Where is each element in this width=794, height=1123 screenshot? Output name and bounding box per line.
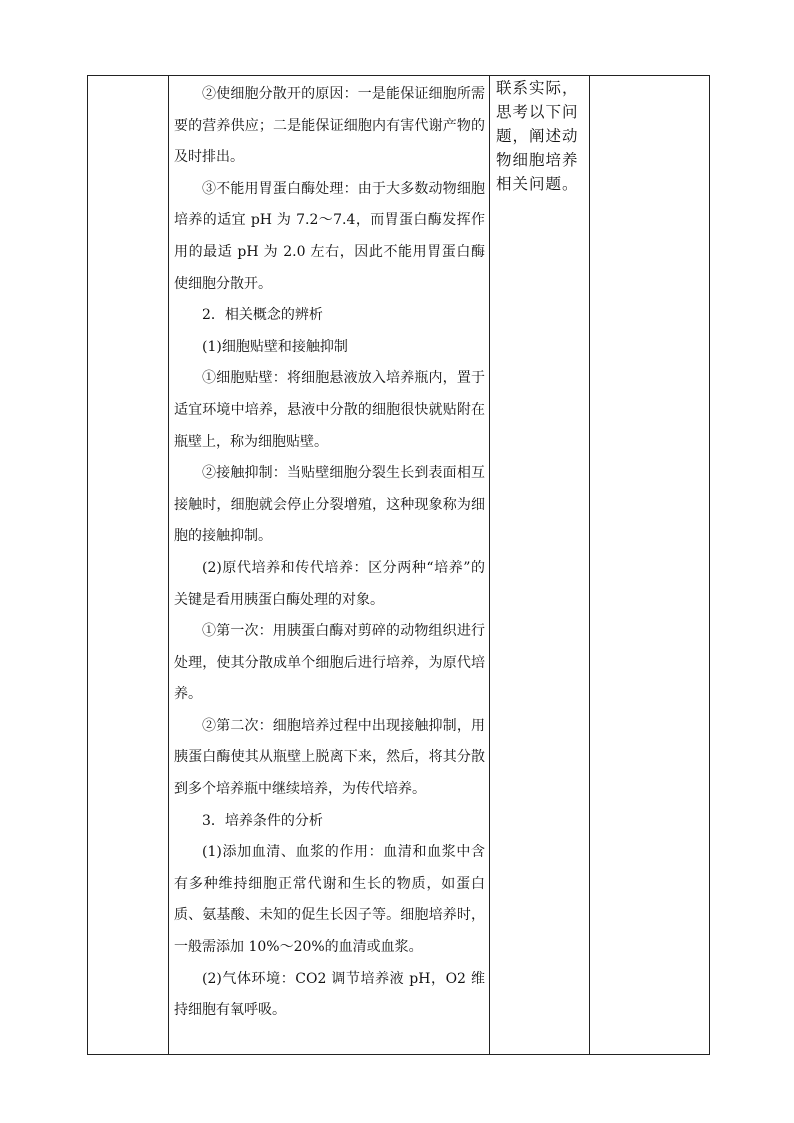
content-paragraph: ②接触抑制：当贴壁细胞分裂生长到表面相互接触时，细胞就会停止分裂增殖，这种现象称为细胞的接触抑制。 bbox=[174, 465, 485, 545]
teaching-content bbox=[169, 76, 489, 1027]
section-heading: 3．培养条件的分析 bbox=[202, 812, 323, 829]
blank-cell-right bbox=[590, 76, 710, 1055]
content-paragraph: ①细胞贴壁：将细胞悬液放入培养瓶内，置于适宜环境中培养，悬液中分散的细胞很快就贴附在瓶壁上，称为细胞贴壁。 bbox=[174, 370, 485, 450]
content-paragraph: (2)原代培养和传代培养：区分两种“培养”的关键是看用胰蛋白酶处理的对象。 bbox=[174, 559, 485, 608]
content-paragraph: (2)气体环境：CO2 调节培养液 pH，O2 维持细胞有氧呼吸。 bbox=[174, 970, 485, 1019]
subsection-heading: (1)细胞贴壁和接触抑制 bbox=[202, 338, 348, 355]
section-heading: 2．相关概念的辨析 bbox=[202, 307, 323, 324]
student-activity bbox=[490, 76, 589, 196]
blank-cell-left bbox=[88, 76, 169, 1055]
content-paragraph: ③不能用胃蛋白酶处理：由于大多数动物细胞培养的适宜 pH 为 7.2～7.4，而胃蛋白酶发挥作用的最适 pH 为 2.0 左右，因此不能用胃蛋白酶使细胞分散开。 bbox=[174, 180, 485, 292]
content-paragraph: ②第二次：细胞培养过程中出现接触抑制，用胰蛋白酶使其从瓶壁上脱离下来，然后，将其分散到多个培养瓶中继续培养，为传代培养。 bbox=[174, 717, 485, 798]
content-paragraph: ①第一次：用胰蛋白酶对剪碎的动物组织进行处理，使其分散成单个细胞后进行培养，为原代培养。 bbox=[174, 623, 485, 703]
table-row bbox=[88, 76, 710, 1055]
teaching-content-cell bbox=[169, 76, 490, 1055]
content-paragraph: ②使细胞分散开的原因：一是能保证细胞所需要的营养供应；二是能保证细胞内有害代谢产物的及时排出。 bbox=[174, 86, 485, 166]
content-paragraph: (1)添加血清、血浆的作用：血清和血浆中含有多种维持细胞正常代谢和生长的物质，如蛋白质、氨基酸、未知的促生长因子等。细胞培养时，一般需添加 10%～20%的血清或血浆。 bbox=[174, 844, 485, 956]
activity-text: 联系实际，思考以下问题，阐述动物细胞培养相关问题。 bbox=[496, 79, 579, 193]
student-activity-cell bbox=[490, 76, 590, 1055]
lesson-plan-table bbox=[87, 75, 710, 1055]
